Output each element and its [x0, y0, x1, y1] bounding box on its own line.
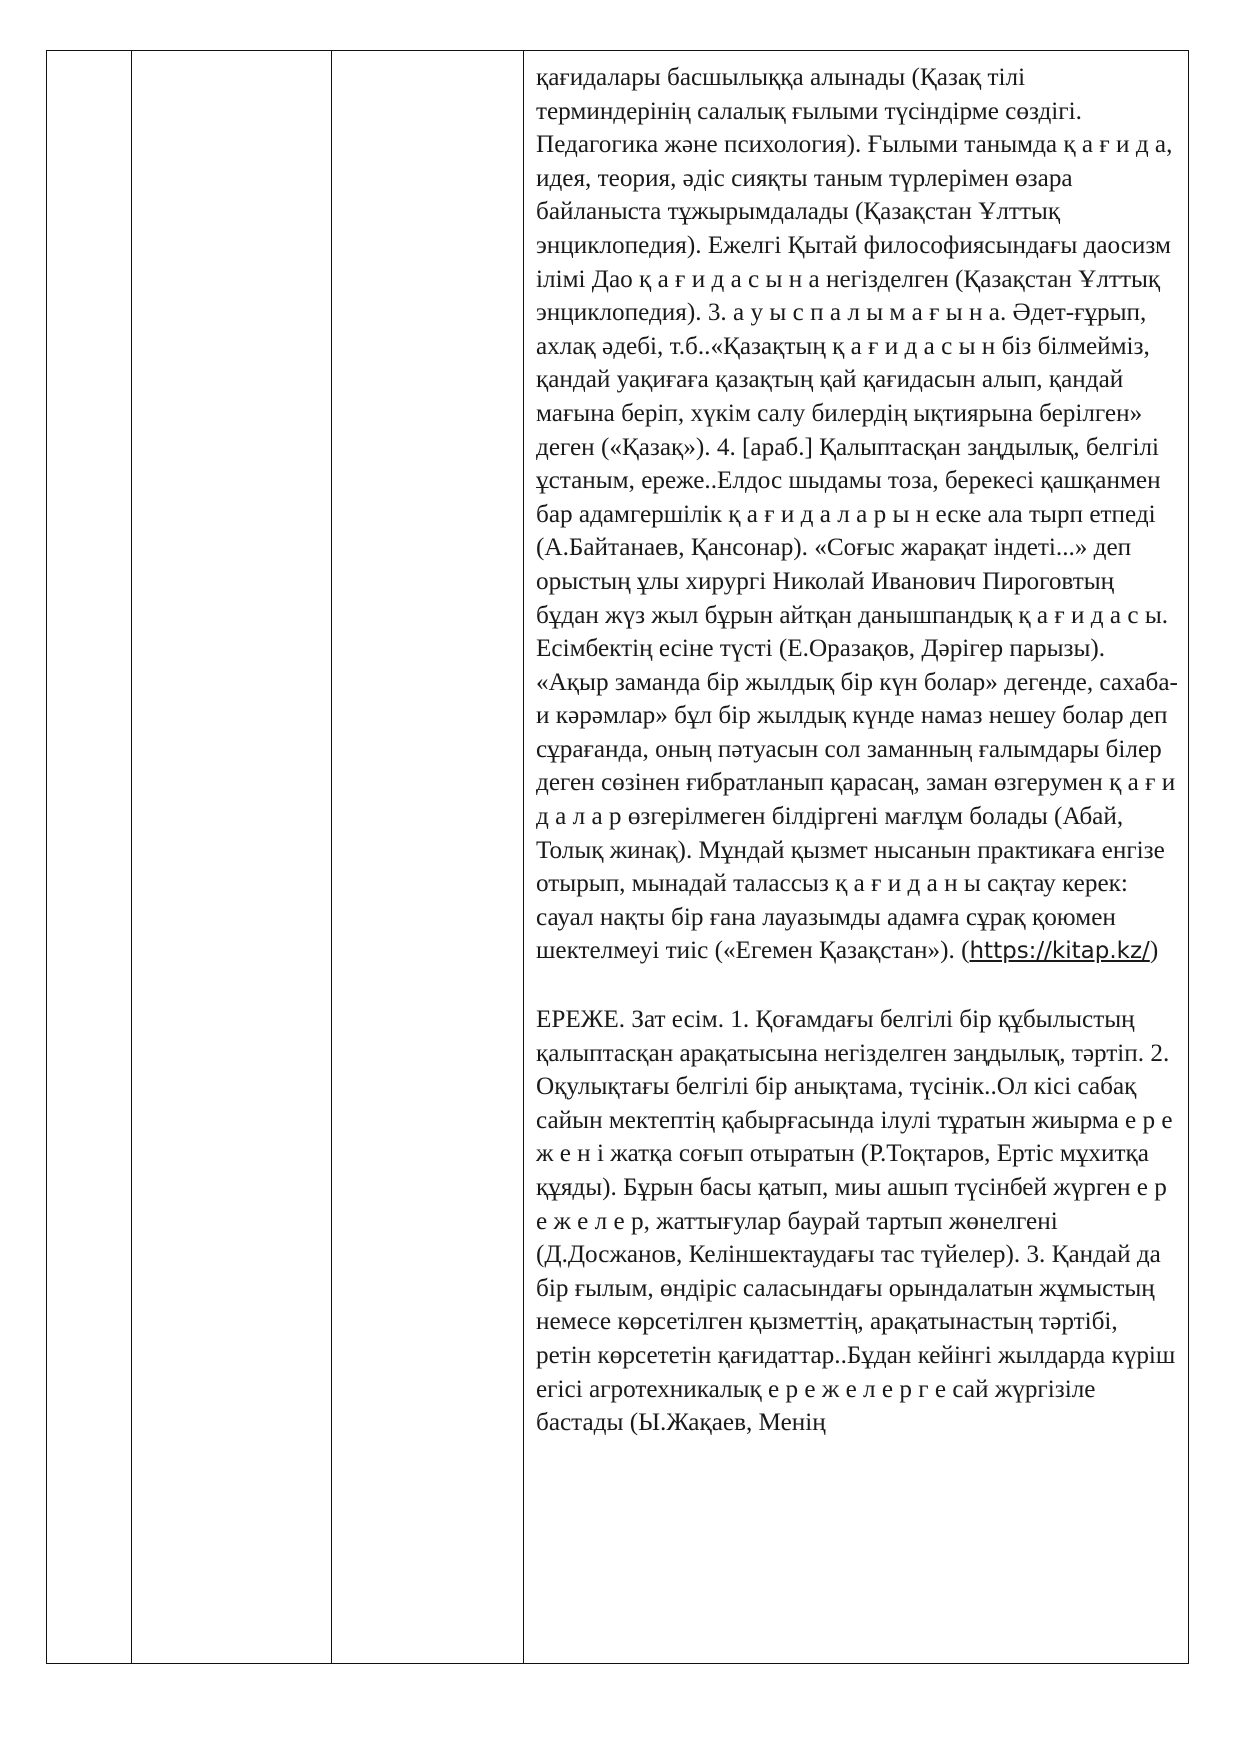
definition-paragraph-erezhe: ЕРЕЖЕ. Зат есім. 1. Қоғамдағы белгілі бір құбылыстың қалыптасқан арақатысына негізделген заңдылық, тәртіп. 2. Оқулықтағы белгілі бір анықтама, түсінік..Ол кісі сабақ сайын мектептің қабырғасында ілулі тұратын жиырма е р е ж е н і жатқа соғып отыратын (Р.Тоқтаров, Ертіс мұхитқа құяды). Бұрын басы қатып, миы ашып түсінбей жүрген е р е ж е л е р, жаттығулар баурай тартып жөнелгені (Д.Досжанов, Келіншектаудағы тас түйелер). 3. Қандай да бір ғылым, өндіріс саласындағы орындалатын жұмыстың немесе көрсетілген қызметтің, арақатынастың тәртібі, ретін көрсететін қағидаттар..Бұдан кейінгі жылдарда күріш егісі агротехникалық е р е ж е л е р г е сай жүргізіле бастады (Ы.Жақаев, Менің: [536, 1006, 1176, 1437]
paragraph-spacer: [536, 969, 1178, 1003]
dictionary-table: [46, 50, 1189, 1664]
table-cell-empty-1: [47, 51, 132, 1664]
paragraph-text: қағидалары басшылыққа алынады (Қазақ тілі терминдерінің салалық ғылыми түсіндірме сөздігі. Педагогика және психология). Ғылыми танымда қ а ғ и д а, идея, теория, әдіс сияқты таным түрлерімен өзара байланыста тұжырымдалады (Қазақстан Ұлттық энциклопедия). Ежелгі Қытай философиясындағы даосизм ілімі Дао қ а ғ и д а с ы н а негізделген (Қазақстан Ұлттық энциклопедия). 3. а у ы с п а л ы м а ғ ы н а. Әдет-ғұрып, ахлақ әдебі, т.б..«Қазақтың қ а ғ и д а с ы н біз білмейміз, қандай уақиғаға қазақтың қай қағидасын алып, қандай мағына беріп, хүкім салу билердің ықтиярына берілген» деген («Қазақ»). 4. [араб.] Қалыптасқан заңдылық, белгілі ұстаным, ереже..Елдос шыдамы тоза, берекесі қашқанмен бар адамгершілік қ а ғ и д а л а р ы н еске ала тырп етпеді (А.Байтанаев, Қансонар). «Соғыс жарақат індеті...» деп орыстың ұлы хирургі Николай Иванович Пироговтың бұдан жүз жыл бұрын айтқан данышпандық қ а ғ и д а с ы. Есімбектің есіне түсті (Е.Оразақов, Дәрігер парызы). «Ақыр заманда бір жылдық бір күн болар» дегенде, сахаба- и кәрәмлар» бұл бір жылдық күнде намаз нешеу болар деп сұрағанда, оның пәтуасын сол заманның ғалымдары білер деген сөзінен ғибратланып қарасаң, заман өзгерумен қ а ғ и д а л а р өзгерілмеген білдіргені мағлұм болады (Абай, Толық жинақ). Мұндай қызмет нысанын практикаға енгізе отырып, мынадай талассыз қ а ғ и д а н ы сақтау керек: сауал нақты бір ғана лауазымды адамға сұрақ қоюмен шектелмеуі тиіс («Егемен Қазақстан»). (: [536, 64, 1178, 965]
table-cell-definitions: [524, 51, 1189, 1664]
table-row: [47, 51, 1189, 1664]
paragraph-text-end: ): [1149, 937, 1159, 965]
table-cell-empty-3: [332, 51, 524, 1664]
source-link[interactable]: https://kitap.kz/: [969, 938, 1150, 965]
definition-paragraph-kagida: [536, 61, 1178, 969]
table-cell-empty-2: [132, 51, 332, 1664]
